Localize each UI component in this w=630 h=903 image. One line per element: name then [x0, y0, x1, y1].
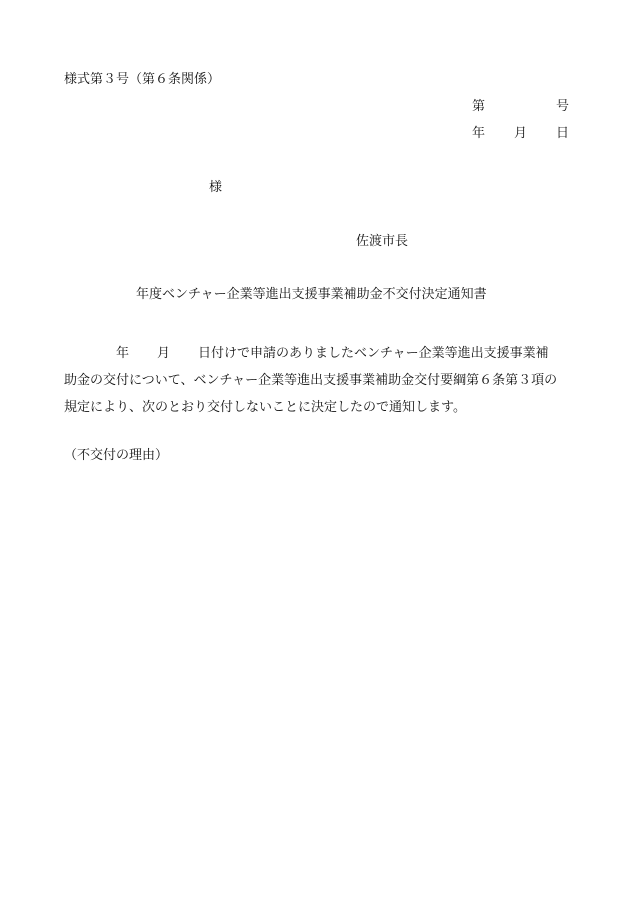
- issue-date-day: 日: [556, 126, 570, 141]
- document-number-prefix: 第: [472, 99, 486, 114]
- body-line-1-text: 日付けで申請のありましたベンチャー企業等進出支援事業補: [198, 346, 549, 361]
- body-line-3-text: 規定により、次のとおり交付しないことに決定したので通知します。: [64, 400, 466, 415]
- body-line-2: [64, 367, 579, 394]
- issue-date-year: 年: [472, 126, 486, 141]
- document-title: 年度ベンチャー企業等進出支援事業補助金不交付決定通知書: [136, 287, 487, 302]
- body-date-year: 年: [116, 346, 130, 361]
- body-line-1: [64, 340, 579, 367]
- form-number: 様式第３号（第６条関係）: [64, 72, 221, 87]
- addressee-honorific: 様: [209, 180, 223, 195]
- issue-date-month: 月: [514, 126, 528, 141]
- body-line-3: [64, 394, 579, 421]
- issue-date: [472, 126, 568, 142]
- body-line-2-text: 助金の交付について、ベンチャー企業等進出支援事業補助金交付要綱第６条第３項の: [64, 373, 558, 388]
- body-date-month: 月: [157, 346, 171, 361]
- document-number-suffix: 号: [556, 99, 570, 114]
- document-number: [472, 99, 568, 115]
- notice-body: [64, 340, 579, 421]
- reason-heading: （不交付の理由）: [64, 448, 169, 463]
- issuer-name: 佐渡市長: [356, 234, 409, 249]
